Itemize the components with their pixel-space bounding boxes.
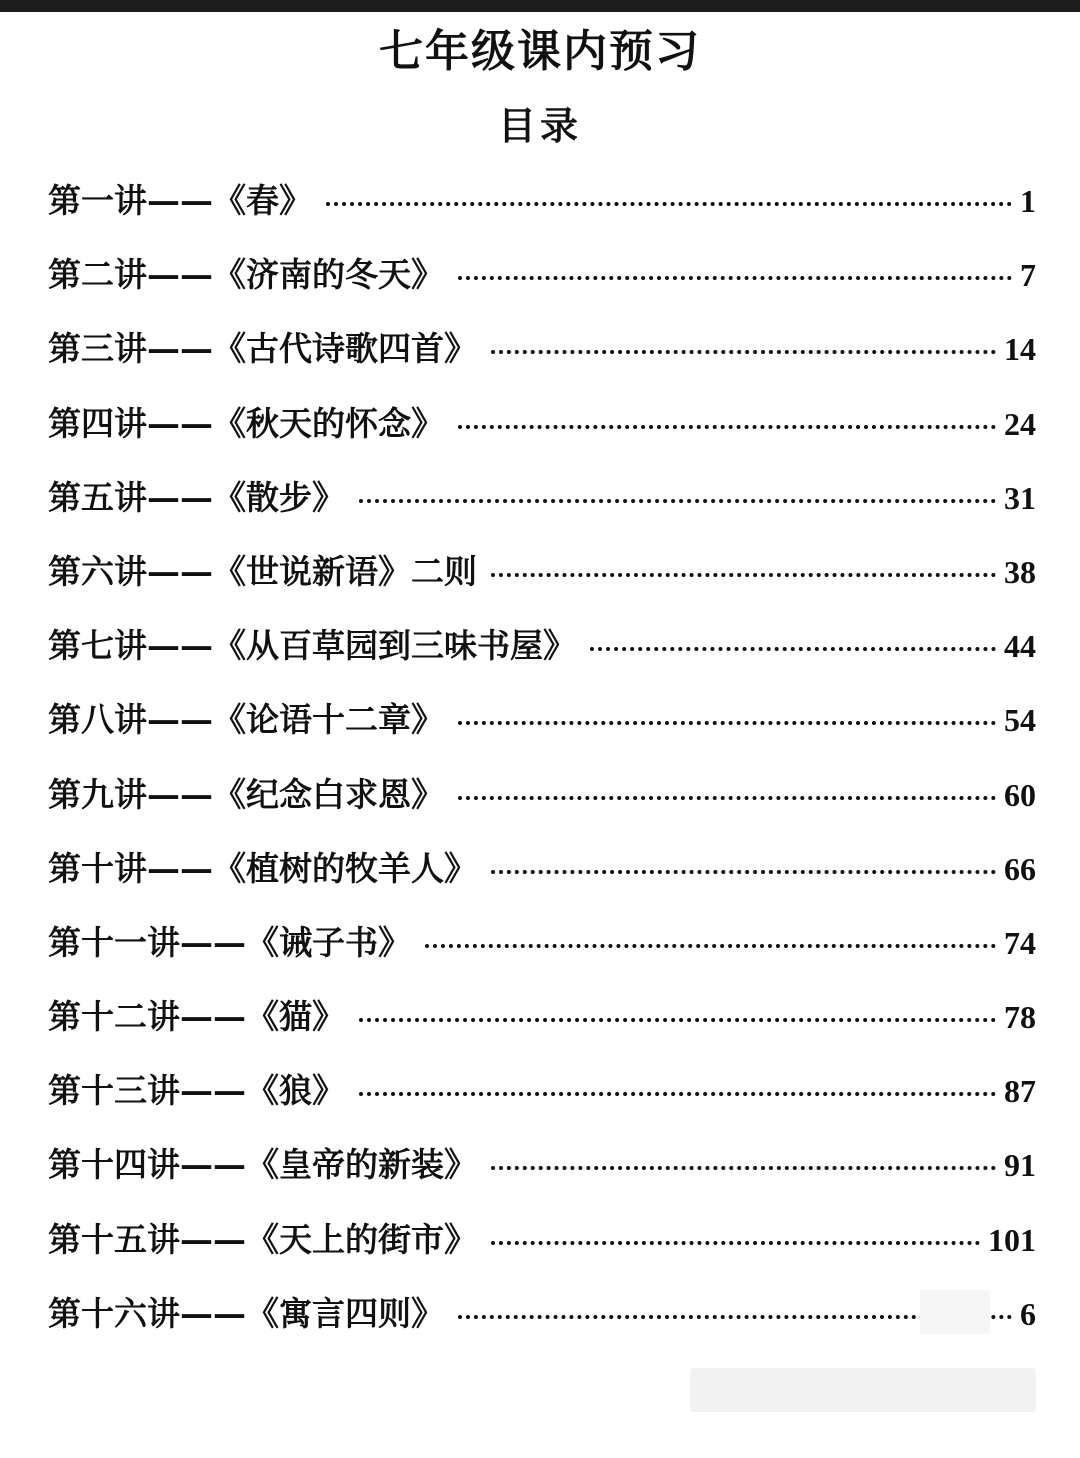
dot-leader — [359, 499, 996, 503]
dot-leader — [425, 944, 996, 948]
toc-entry-label: 第十一讲——《诫子书》 — [48, 922, 411, 962]
toc-entry-label: 第一讲——《春》 — [48, 181, 312, 220]
toc-entry-label: 第七讲——《从百草园到三味书屋》 — [48, 626, 576, 666]
toc-entry[interactable] — [48, 615, 1036, 689]
toc-entry-label: 第十四讲——《皇帝的新装》 — [48, 1145, 477, 1185]
toc-entry-label: 第五讲——《散步》 — [48, 477, 345, 517]
toc-entry[interactable] — [48, 541, 1036, 615]
toc-entry-label: 第十五讲——《天上的街市》 — [48, 1219, 477, 1259]
dot-leader — [458, 796, 996, 800]
toc-entry[interactable] — [48, 1060, 1036, 1134]
toc-entry-page: 44 — [1004, 628, 1036, 665]
toc-entry-page: 66 — [1004, 850, 1036, 887]
dot-leader — [458, 721, 996, 725]
toc-entry[interactable] — [48, 986, 1036, 1060]
blurred-watermark-area — [690, 1368, 1036, 1412]
dot-leader — [491, 1166, 996, 1170]
toc-entry-label: 第二讲——《济南的冬天》 — [48, 255, 444, 295]
toc-entry-label: 第十六讲——《寓言四则》 — [48, 1293, 444, 1333]
toc-entry-page: 6 — [1020, 1295, 1036, 1332]
toc-entry-page: 78 — [1004, 999, 1036, 1036]
toc-entry[interactable] — [48, 1134, 1036, 1208]
dot-leader — [491, 350, 996, 354]
toc-entry[interactable] — [48, 244, 1036, 318]
table-of-contents — [48, 170, 1036, 1357]
dot-leader — [491, 573, 996, 577]
dot-leader — [491, 870, 996, 874]
toc-entry-page: 1 — [1020, 183, 1036, 219]
dot-leader — [458, 425, 996, 429]
dot-leader — [359, 1018, 996, 1022]
toc-entry[interactable] — [48, 912, 1036, 986]
toc-entry-page: 14 — [1004, 331, 1036, 368]
toc-entry-page: 54 — [1004, 702, 1036, 739]
toc-entry[interactable] — [48, 689, 1036, 763]
toc-entry-page: 31 — [1004, 479, 1036, 516]
toc-entry-label: 第九讲——《纪念白求恩》 — [48, 774, 444, 814]
toc-entry[interactable] — [48, 467, 1036, 541]
toc-entry-page: 38 — [1004, 553, 1036, 590]
toc-entry-label: 第三讲——《古代诗歌四首》 — [48, 329, 477, 369]
toc-entry-label: 第十讲——《植树的牧羊人》 — [48, 848, 477, 888]
toc-entry[interactable] — [48, 764, 1036, 838]
toc-entry-page: 101 — [988, 1221, 1036, 1258]
toc-entry-page: 74 — [1004, 924, 1036, 961]
dot-leader — [359, 1092, 996, 1096]
toc-entry-page: 7 — [1020, 257, 1036, 294]
toc-entry[interactable] — [48, 318, 1036, 392]
toc-entry[interactable] — [48, 170, 1036, 244]
toc-entry-label: 第八讲——《论语十二章》 — [48, 700, 444, 740]
blurred-overlay — [920, 1290, 990, 1334]
toc-entry-label: 第四讲——《秋天的怀念》 — [48, 403, 444, 443]
toc-entry-page: 24 — [1004, 405, 1036, 442]
toc-entry-label: 第十三讲——《狼》 — [48, 1071, 345, 1111]
toc-entry-label: 第十二讲——《猫》 — [48, 997, 345, 1037]
toc-entry-label: 第六讲——《世说新语》二则 — [48, 551, 477, 591]
toc-entry[interactable] — [48, 838, 1036, 912]
document-title: 七年级课内预习 — [379, 26, 701, 77]
toc-heading: 目录 — [497, 103, 582, 148]
toc-entry[interactable] — [48, 1209, 1036, 1283]
toc-entry-page: 60 — [1004, 776, 1036, 813]
dot-leader — [590, 647, 996, 651]
toc-entry-page: 87 — [1004, 1073, 1036, 1110]
top-edge-bar — [0, 0, 1080, 12]
toc-entry[interactable] — [48, 393, 1036, 467]
toc-entry[interactable] — [48, 1283, 1036, 1357]
dot-leader — [326, 202, 1012, 206]
dot-leader — [491, 1241, 980, 1245]
toc-entry-page: 91 — [1004, 1147, 1036, 1184]
dot-leader — [458, 276, 1012, 280]
